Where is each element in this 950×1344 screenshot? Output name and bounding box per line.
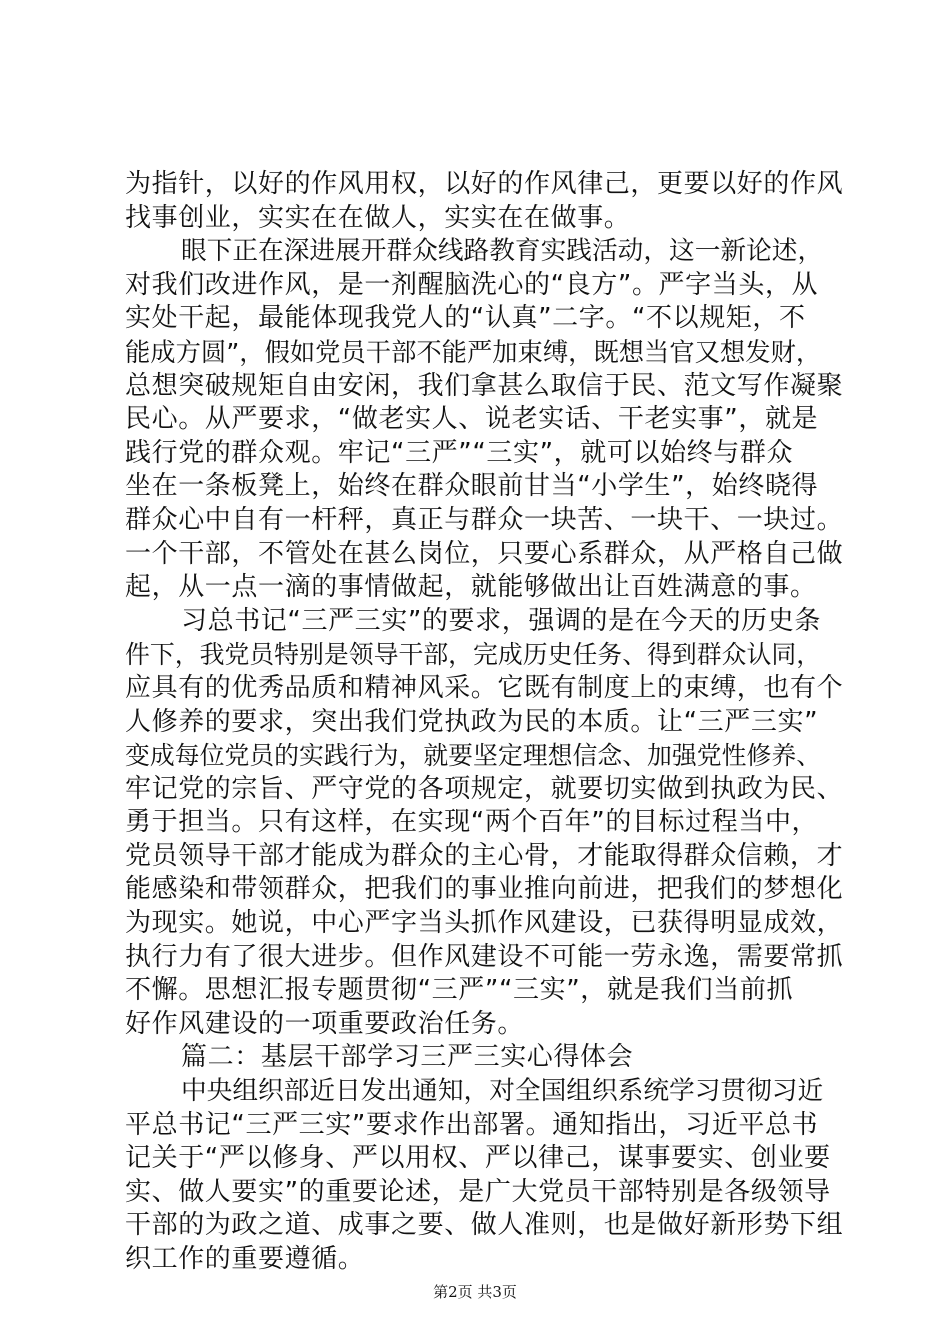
text-line: 能成方圆”，假如党员干部不能严加束缚，既想当官又想发财， bbox=[125, 337, 822, 367]
text-line: 件下，我党员特别是领导干部，完成历史任务、得到群众认同， bbox=[125, 640, 822, 670]
text-line: 一个干部，不管处在甚么岗位，只要心系群众，从严格自己做 bbox=[125, 538, 844, 569]
text-line: 干部的为政之道、成事之要、做人准则，也是做好新形势下组 bbox=[125, 1210, 844, 1241]
text-line: 人修养的要求，突出我们党执政为民的本质。让“三严三实” bbox=[125, 706, 819, 737]
text-line: 为指针，以好的作风用权，以好的作风律己，更要以好的作风 bbox=[125, 169, 844, 199]
text-line: 好作风建设的一项重要政治任务。 bbox=[125, 1008, 525, 1039]
text-line: 党员领导干部才能成为群众的主心骨，才能取得群众信赖，才 bbox=[125, 840, 844, 871]
text-line: 眼下正在深进展开群众线路教育实践活动，这一新论述， bbox=[181, 236, 824, 267]
text-line: 群众心中自有一杆秤，真正与群众一块苦、一块干、一块过。 bbox=[125, 504, 844, 535]
text-line: 能感染和带领群众，把我们的事业推向前进，把我们的梦想化 bbox=[125, 874, 844, 905]
page-footer: 第2页 共3页 bbox=[433, 1283, 517, 1301]
text-line: 实处干起，最能体现我党人的“认真”二字。“不以规矩，不 bbox=[125, 303, 806, 334]
text-line: 总想突破规矩自由安闲，我们拿甚么取信于民、范文写作凝聚 bbox=[125, 370, 844, 401]
text-line: 践行党的群众观。牢记“三严”“三实”，就可以始终与群众 bbox=[125, 437, 794, 468]
text-line: 织工作的重要遵循。 bbox=[125, 1244, 365, 1274]
text-line: 找事创业，实实在在做人，实实在在做事。 bbox=[125, 202, 631, 233]
text-line: 勇于担当。只有这样，在实现“两个百年”的目标过程当中， bbox=[125, 807, 819, 838]
text-line: 中央组织部近日发出通知，对全国组织系统学习贯彻习近 bbox=[181, 1076, 824, 1107]
text-line: 民心。从严要求，“做老实人、说老实话、干老实事”，就是 bbox=[125, 404, 819, 435]
text-line: 实、做人要实”的重要论述，是广大党员干部特别是各级领导 bbox=[125, 1176, 831, 1207]
text-line: 习总书记“三严三实”的要求，强调的是在今天的历史条 bbox=[181, 605, 821, 636]
text-line: 记关于“严以修身、严以用权、严以律己，谋事要实、创业要 bbox=[125, 1143, 831, 1174]
text-line: 坐在一条板凳上，始终在群众眼前甘当“小学生”，始终晓得 bbox=[125, 471, 819, 502]
text-line: 不懈。思想汇报专题贯彻“三严”“三实”，就是我们当前抓 bbox=[125, 975, 794, 1006]
text-line: 牢记党的宗旨、严守党的各项规定，就要切实做到执政为民、 bbox=[125, 773, 844, 804]
text-line: 执行力有了很大进步。但作风建设不可能一劳永逸，需要常抓 bbox=[125, 941, 844, 972]
text-line: 起，从一点一滴的事情做起，就能够做出让百姓满意的事。 bbox=[125, 572, 817, 603]
text-line: 对我们改进作风，是一剂醒脑洗心的“良方”。严字当头，从 bbox=[125, 269, 819, 300]
text-line: 应具有的优秀品质和精神风采。它既有制度上的束缚，也有个 bbox=[125, 672, 844, 703]
document-body bbox=[125, 168, 845, 1277]
text-line: 篇二：基层干部学习三严三实心得体会 bbox=[181, 1042, 634, 1073]
text-line: 变成每位党员的实践行为，就要坚定理想信念、加强党性修养、 bbox=[125, 741, 822, 771]
text-line: 平总书记“三严三实”要求作出部署。通知指出，习近平总书 bbox=[125, 1109, 819, 1140]
text-line: 为现实。她说，中心严字当头抓作风建设，已获得明显成效， bbox=[125, 908, 844, 939]
